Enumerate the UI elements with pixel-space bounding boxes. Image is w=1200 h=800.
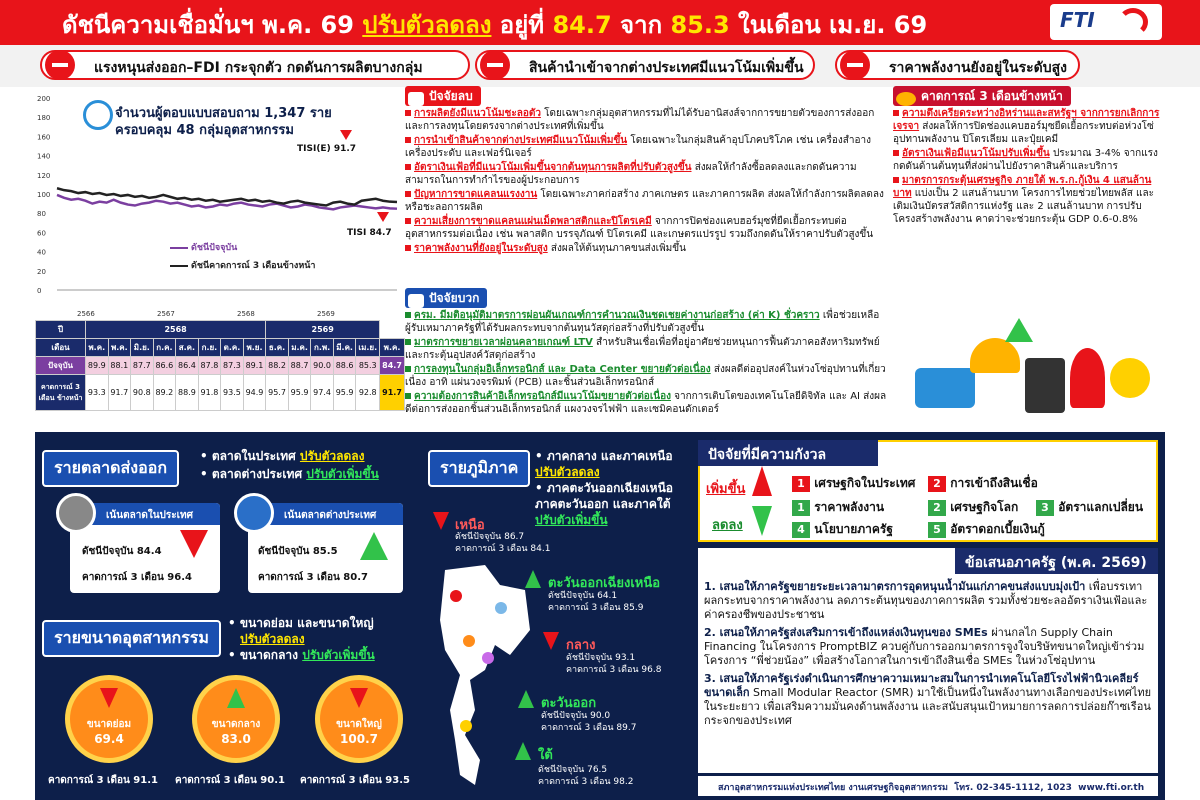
current-cell: 88.1 (108, 357, 131, 375)
forecast-cell: 93.5 (221, 375, 244, 411)
size-medium-forecast: คาดการณ์ 3 เดือน 90.1 (175, 775, 285, 786)
forecast-list (893, 107, 1165, 226)
y-tick-label: 100 (37, 191, 51, 199)
domestic-title: เน้นตลาดในประเทศ (70, 503, 220, 525)
proposal-heading: 2. เสนอให้ภาครัฐส่งเสริมการเข้าถึงแหล่งเงินทุนของ SMEs (704, 626, 988, 639)
proposal-item (704, 626, 1154, 668)
thumbs-down-icon (408, 92, 424, 106)
month-cell: พ.ค. (86, 339, 109, 357)
ship-icon (915, 368, 975, 408)
proposals-list (704, 580, 1154, 732)
positive-heading: ความต้องการสินค้าอิเล็กทรอนิกส์มีแนวโน้มขยายตัวต่อเนื่อง (414, 391, 671, 402)
green-arrow-icon (1005, 318, 1033, 342)
negative-factors (405, 90, 890, 290)
negative-item (405, 188, 890, 214)
year-2569: 2569 (266, 321, 380, 339)
concern-down-4: 4 นโยบายภาครัฐ (792, 520, 893, 539)
footer: สภาอุตสาหกรรมแห่งประเทศไทย งานเศรษฐกิจอุตสาหกรรม โทร. 02-345-1112, 1023 www.fti.or.th (698, 776, 1158, 796)
positive-heading: การลงทุนในกลุ่มอิเล็กทรอนิกส์ และ Data Center ขยายตัวต่อเนื่อง (414, 364, 711, 375)
y-tick-label: 120 (37, 171, 51, 180)
negative-heading: ปัญหาการขาดแคลนแรงงาน (414, 189, 538, 200)
positive-text: จากการเติบโตของเทคโนโลยีดิจิทัล และ AI ส่งผลดีต่อการส่งออกชิ้นส่วนอิเล็กทรอนิกส์ แผงวงจรไฟฟ้า และเซมิคอนดักเตอร์ (405, 391, 887, 415)
positive-item (405, 336, 890, 362)
size-medium-value: 83.0 (221, 732, 251, 746)
forecast-cell: 91.7 (108, 375, 131, 411)
size-small-forecast: คาดการณ์ 3 เดือน 91.1 (48, 775, 158, 786)
month-cell: ก.ค. (153, 339, 176, 357)
tisi-chart (35, 90, 405, 320)
forecast-cell: 92.8 (356, 375, 380, 411)
negative-heading: ความเสี่ยงการขาดแคลนแผ่นเม็ดพลาสติกและปิโตรเคมี (414, 216, 652, 227)
forecast-item (893, 147, 1165, 173)
negative-heading: การผลิตยังมีแนวโน้มชะลอตัว (414, 108, 541, 119)
fti-logo-icon (1118, 8, 1148, 36)
region-label: รายภูมิภาค (428, 450, 530, 487)
annotation-current: TISI 84.7 (347, 228, 392, 238)
forecast-cell: 97.4 (311, 375, 334, 411)
positive-text: ส่งผลดีต่ออุปสงค์ในห่วงโซ่อุปทานที่เกี่ยวเนื่อง อาทิ แผ่นวงจรพิมพ์ (PCB) และชิ้นส่วนอิเล็กทรอนิกส์ (405, 364, 886, 388)
current-cell: 89.9 (86, 357, 109, 375)
negative-heading: ราคาพลังงานที่ยังอยู่ในระดับสูง (414, 243, 548, 254)
up-arrow-icon (518, 690, 534, 708)
current-cell: 89.1 (243, 357, 266, 375)
concern-up-1: 1 เศรษฐกิจในประเทศ (792, 474, 915, 493)
y-tick-label: 140 (37, 152, 51, 161)
thumbs-up-icon (408, 294, 424, 308)
proposal-text: เพื่อบรรเทาผลกระทบจากราคาพลังงาน ลดภาระต้นทุนของภาคการผลิต รวมทั้งช่วยชะลออัตราเงินเฟ้อและค่าครองชีพของประชาชน (704, 580, 1148, 621)
pin-east-icon (482, 652, 494, 664)
bullet-icon (405, 366, 411, 372)
current-cell: 85.3 (356, 357, 380, 375)
size-line2: • ขนาดกลาง ปรับตัวเพิ่มขึ้น (228, 648, 375, 662)
concern-down-3: 3 อัตราแลกเปลี่ยน (1036, 498, 1143, 517)
proposal-text: Small Modular Reactor (SMR) มาใช้เป็นหนึ่งในพลังงานทางเลือกของประเทศไทยในระยะยาว เพื่อเสริมความมั่นคงด้านพลังงาน และสนับสนุนเป้าหมายการลดการปล่อยก๊าซเรือนกระจกของประเทศ (704, 686, 1152, 727)
current-cell: 87.3 (221, 357, 244, 375)
legend-forecast: ดัชนีคาดการณ์ 3 เดือนข้างหน้า (170, 258, 315, 272)
size-large-forecast: คาดการณ์ 3 เดือน 93.5 (300, 775, 410, 786)
negative-item (405, 161, 890, 187)
minus-icon (45, 50, 75, 80)
concern-up-2: 2 การเข้าถึงสินเชื่อ (928, 474, 1038, 493)
market-line1: • ตลาดในประเทศ ปรับตัวลดลง (200, 449, 365, 463)
bullet-icon (405, 339, 411, 345)
size-medium-name: ขนาดกลาง (211, 719, 261, 730)
region-northeast-name: ตะวันออกเฉียงเหนือ (548, 576, 661, 591)
current-cell: 90.0 (311, 357, 334, 375)
concerns-title: ปัจจัยที่มีความกังวล (698, 440, 878, 466)
negative-heading: การนำเข้าสินค้าจากต่างประเทศมีแนวโน้มเพิ่มขึ้น (414, 135, 628, 146)
year-tick-label: 2569 (317, 310, 335, 318)
y-tick-label: 60 (37, 229, 46, 238)
forecast-item (893, 174, 1165, 226)
positive-factors (405, 292, 890, 432)
down-arrow-icon (340, 130, 352, 140)
forecast-header: คาดการณ์ 3 เดือน ข้างหน้า (36, 375, 86, 411)
year-header: ปี (36, 321, 86, 339)
region-north-values: ดัชนีปัจจุบัน 86.7 คาดการณ์ 3 เดือน 84.1 (455, 532, 551, 554)
current-cell: 86.4 (176, 357, 199, 375)
month-cell: ก.ย. (198, 339, 221, 357)
down-arrow-icon (433, 512, 449, 530)
market-label: รายตลาดส่งออก (42, 450, 179, 487)
bullet-icon (405, 312, 411, 318)
month-cell: มิ.ย. (131, 339, 154, 357)
negative-text: จากการปิดช่องแคบฮอร์มุซที่ยืดเยื้อกระทบต่ออุตสาหกรรมต่อเนื่อง เช่น พลาสติก บรรจุภัณฑ์ ปิโตรเคมี และเกษตรแปรรูป รวมถึงกดดันให้ราคาปรับตัวสูงขึ้น (405, 216, 874, 240)
forecast-cell: 93.3 (86, 375, 109, 411)
forecast-cell: 95.9 (333, 375, 356, 411)
region-lines: • ภาคกลาง และภาคเหนือ ปรับตัวลดลง • ภาคตะวันออกเฉียงเหนือ ภาคตะวันออก และภาคใต้ ปรับตัวเพิ่มขึ้น (535, 449, 673, 527)
month-cell: มี.ค. (333, 339, 356, 357)
size-large-name: ขนาดใหญ่ (336, 719, 382, 730)
current-cell: 84.7 (380, 357, 405, 375)
proposals-title: ข้อเสนอภาครัฐ (พ.ค. 2569) (955, 548, 1158, 574)
y-tick-label: 160 (37, 133, 51, 142)
negative-item (405, 107, 890, 133)
month-header: เดือน (36, 339, 86, 357)
foreign-title: เน้นตลาดต่างประเทศ (248, 503, 403, 525)
annotation-forecast: TISI(E) 91.7 (297, 144, 357, 154)
down-arrow-icon (543, 632, 559, 650)
pin-northeast-icon (495, 602, 507, 614)
y-tick-label: 200 (37, 95, 51, 103)
arrow-right-icon (896, 92, 916, 106)
bullet-icon (405, 393, 411, 399)
fti-logo-text: FTI (1060, 8, 1095, 32)
oil-barrel-icon (1025, 358, 1065, 413)
current-cell: 86.6 (153, 357, 176, 375)
month-cell: ส.ค. (176, 339, 199, 357)
globe-icon (234, 493, 274, 533)
size-label: รายขนาดอุตสาหกรรม (42, 620, 221, 657)
foreign-forecast: คาดการณ์ 3 เดือน 80.7 (258, 572, 368, 583)
forecast-heading: ความตึงเครียดระหว่างอิหร่านและสหรัฐฯ จากการยกเลิกการเจรจา (893, 108, 1160, 132)
bullet-icon (893, 177, 899, 183)
up-arrow-icon (752, 466, 772, 496)
y-tick-label: 20 (37, 267, 46, 276)
legend-current: ดัชนีปัจจุบัน (170, 240, 237, 254)
forecast-cell: 91.7 (380, 375, 405, 411)
y-tick-label: 180 (37, 114, 51, 123)
year-2568: 2568 (86, 321, 266, 339)
bullet-icon (405, 164, 411, 170)
proposal-item (704, 672, 1154, 728)
month-cell: พ.ค. (380, 339, 405, 357)
month-cell: ก.พ. (311, 339, 334, 357)
size-large-value: 100.7 (340, 732, 378, 746)
positive-item (405, 309, 890, 335)
down-arrow-icon (100, 688, 118, 708)
index-table (35, 320, 405, 432)
forecast-cell: 90.8 (131, 375, 154, 411)
percent-coin-icon (1110, 358, 1150, 398)
minus-icon (480, 50, 510, 80)
forecast-cell: 95.9 (288, 375, 311, 411)
down-arrow-icon (752, 506, 772, 536)
market-line2: • ตลาดต่างประเทศ ปรับตัวเพิ่มขึ้น (200, 467, 379, 481)
concerns-down-label: ลดลง (712, 518, 743, 533)
domestic-forecast: คาดการณ์ 3 เดือน 96.4 (82, 572, 192, 583)
negative-text: โดยเฉพาะในกลุ่มสินค้าอุปโภคบริโภค เช่น เครื่องสำอาง เครื่องประดับ และเฟอร์นิเจอร์ (405, 135, 871, 159)
size-small-name: ขนาดย่อม (86, 719, 132, 730)
up-arrow-icon (525, 570, 541, 588)
bullet-icon (405, 191, 411, 197)
current-cell: 88.2 (266, 357, 289, 375)
region-south-name: ใต้ (538, 748, 553, 763)
positive-tag: ปัจจัยบวก (405, 288, 487, 308)
forecast-tag: คาดการณ์ 3 เดือนข้างหน้า (893, 86, 1071, 106)
bullet-icon (405, 218, 411, 224)
headline-pill-1: แรงหนุนส่งออก–FDI กระจุกตัว กดดันการผลิตบางกลุ่ม (40, 50, 470, 80)
fire-icon (1070, 348, 1105, 408)
proposal-text: ผ่านกลไก Supply Chain Financing ในโครงการ PromptBIZ ควบคู่กับการออกมาตรการจูงใจบริษัทขนาดใหญ่เข้าร่วมโครงการ “พี่ช่วยน้อง” เพื่อสร้างโอกาสในการเข้าถึงสินเชื่อ SMEs ในห่วงโซ่อุปทาน (704, 626, 1145, 667)
concern-down-1: 1 ราคาพลังงาน (792, 498, 884, 517)
magnifier-icon (83, 100, 113, 130)
forecast-3m (893, 90, 1165, 310)
positive-heading: ครม. มีมติอนุมัติมาตรการผ่อนผันเกณฑ์การคำนวณเงินชดเชยค่างานก่อสร้าง (ค่า K) ชั่วคราว (414, 310, 820, 321)
negative-item (405, 215, 890, 241)
forecast-item (893, 107, 1165, 146)
concerns-up-label: เพิ่มขึ้น (706, 482, 746, 497)
thai-flag-icon (56, 493, 96, 533)
bullet-icon (405, 110, 411, 116)
headline-pill-3: ราคาพลังงานยังอยู่ในระดับสูง (835, 50, 1080, 80)
y-tick-label: 80 (37, 210, 46, 219)
bullet-icon (893, 110, 899, 116)
proposal-heading: 1. เสนอให้ภาครัฐขยายระยะเวลามาตรการอุดหนุนน้ำมันแก่ภาคขนส่งแบบมุ่งเป้า (704, 580, 1086, 593)
y-tick-label: 0 (37, 287, 42, 295)
up-arrow-icon (227, 688, 245, 708)
month-cell: เม.ย. (356, 339, 380, 357)
negative-tag: ปัจจัยลบ (405, 86, 481, 106)
positive-text: เพื่อช่วยเหลือผู้รับเหมาภาครัฐที่ได้รับผลกระทบจากต้นทุนวัสดุก่อสร้างที่ปรับตัวสูงขึ้น (405, 310, 880, 334)
minus-icon (840, 50, 870, 80)
negative-text: โดยเฉพาะภาคก่อสร้าง ภาคเกษตร และภาคการผลิต ส่งผลให้กำลังการผลิตลดลงหรือชะลอการผลิต (405, 189, 884, 213)
down-arrow-icon (180, 530, 208, 558)
proposal-item (704, 580, 1154, 622)
negative-heading: อัตราเงินเฟ้อที่มีแนวโน้มเพิ่มขึ้นจากต้นทุนการผลิตที่ปรับตัวสูงขึ้น (414, 162, 692, 173)
forecast-cell: 95.7 (266, 375, 289, 411)
concern-down-5: 5 อัตราดอกเบี้ยเงินกู้ (928, 520, 1045, 539)
down-arrow-icon (350, 688, 368, 708)
bullet-icon (893, 150, 899, 156)
region-central-values: ดัชนีปัจจุบัน 93.1 คาดการณ์ 3 เดือน 96.8 (566, 653, 662, 675)
negative-item (405, 242, 890, 255)
current-cell: 88.7 (288, 357, 311, 375)
positive-heading: มาตรการขยายเวลาผ่อนคลายเกณฑ์ LTV (414, 337, 593, 348)
negative-list (405, 107, 890, 255)
year-tick-label: 2568 (237, 310, 255, 318)
survey-coverage: ครอบคลุม 48 กลุ่มอุตสาหกรรม (115, 123, 294, 138)
month-cell: ต.ค. (221, 339, 244, 357)
concern-down-2: 2 เศรษฐกิจโลก (928, 498, 1018, 517)
down-arrow-icon (377, 212, 389, 222)
up-arrow-icon (515, 742, 531, 760)
helmet-icon (970, 338, 1020, 373)
energy-illustration (905, 318, 1160, 430)
pin-north-icon (450, 590, 462, 602)
year-tick-label: 2566 (77, 310, 95, 318)
region-east-values: ดัชนีปัจจุบัน 90.0 คาดการณ์ 3 เดือน 89.7 (541, 711, 637, 733)
year-tick-label: 2567 (157, 310, 175, 318)
positive-item (405, 390, 890, 416)
region-east-name: ตะวันออก (541, 696, 597, 711)
forecast-text: ประมาณ 3-4% จากแรงกดดันด้านต้นทุนที่ส่งผ่านไปยังราคาสินค้าและบริการ (893, 148, 1158, 172)
proposal-heading: 3. เสนอให้ภาครัฐเร่งดำเนินการศึกษาความเหมาะสมในการนำเทคโนโลยีโรงไฟฟ้านิวเคลียร์ขนาดเล็ก (704, 672, 1139, 699)
current-cell: 87.8 (198, 357, 221, 375)
forecast-cell: 91.8 (198, 375, 221, 411)
current-header: ปัจจุบัน (36, 357, 86, 375)
up-arrow-icon (360, 532, 388, 560)
headline-pill-2: สินค้านำเข้าจากต่างประเทศมีแนวโน้มเพิ่มขึ้น (475, 50, 815, 80)
positive-list (405, 309, 890, 416)
month-cell: ม.ค. (288, 339, 311, 357)
pin-central-icon (463, 635, 475, 647)
forecast-heading: อัตราเงินเฟ้อมีแนวโน้มปรับเพิ่มขึ้น (902, 148, 1050, 159)
domestic-current: ดัชนีปัจจุบัน 84.4 (82, 546, 162, 557)
negative-text: ส่งผลให้ต้นทุนภาคขนส่งเพิ่มขึ้น (547, 243, 686, 254)
positive-text: สำหรับสินเชื่อเพื่อที่อยู่อาศัยช่วยหนุนการฟื้นตัวภาคอสังหาริมทรัพย์และกระตุ้นอุปสงค์วัสดุก่อสร้าง (405, 337, 880, 361)
foreign-current: ดัชนีปัจจุบัน 85.5 (258, 546, 338, 557)
forecast-cell: 94.9 (243, 375, 266, 411)
negative-text: โดยเฉพาะกลุ่มอุตสาหกรรมที่ไม่ได้รับอานิสงส์จากการขยายตัวของการส่งออกและการลงทุนโดยตรงจากต่างประเทศที่เพิ่มขึ้น (405, 108, 875, 132)
bullet-icon (405, 245, 411, 251)
forecast-cell: 89.2 (153, 375, 176, 411)
bullet-icon (405, 137, 411, 143)
positive-item (405, 363, 890, 389)
month-cell: พ.ค. (108, 339, 131, 357)
forecast-heading: มาตรการกระตุ้นเศรษฐกิจ ภายใต้ พ.ร.ก.กู้เงิน 4 แสนล้านบาท (893, 175, 1152, 199)
survey-count: จำนวนผู้ตอบแบบสอบถาม 1,347 ราย (115, 106, 332, 121)
region-northeast-values: ดัชนีปัจจุบัน 64.1 คาดการณ์ 3 เดือน 85.9 (548, 591, 644, 613)
pin-south-icon (460, 720, 472, 732)
month-cell: พ.ย. (243, 339, 266, 357)
y-tick-label: 40 (37, 248, 46, 257)
forecast-text: แบ่งเป็น 2 แสนล้านบาท โครงการไทยช่วยไทยพลัส และเติมเงินบัตรสวัสดิการแห่งรัฐ และ 2 แสนล้านบาท การปรับโครงสร้างพลังงาน คาดว่าจะช่วยกระตุ้น GDP 0.6-0.8% (893, 188, 1154, 225)
current-cell: 87.7 (131, 357, 154, 375)
region-north-name: เหนือ (455, 518, 485, 533)
current-cell: 88.6 (333, 357, 356, 375)
region-central-name: กลาง (566, 638, 596, 653)
page-title: ดัชนีความเชื่อมั่นฯ พ.ค. 69 ปรับตัวลดลง อยู่ที่ 84.7 จาก 85.3 ในเดือน เม.ย. 69 (62, 11, 928, 39)
size-line1-hl: ปรับตัวลดลง (240, 632, 305, 646)
month-cell: ธ.ค. (266, 339, 289, 357)
negative-item (405, 134, 890, 160)
negative-text: ส่งผลให้กำลังซื้อลดลงและกดดันความสามารถในการทำกำไรของผู้ประกอบการ (405, 162, 857, 186)
region-south-values: ดัชนีปัจจุบัน 76.5 คาดการณ์ 3 เดือน 98.2 (538, 765, 634, 787)
size-small-value: 69.4 (94, 732, 124, 746)
forecast-cell: 88.9 (176, 375, 199, 411)
forecast-text: ส่งผลให้การปิดช่องแคบฮอร์มุซยืดเยื้อกระทบต่อห่วงโซ่อุปทานพลังงาน ปิโตรเลียม และปุ๋ยเคมี (893, 121, 1154, 145)
size-line1: • ขนาดย่อม และขนาดใหญ่ (228, 616, 374, 630)
